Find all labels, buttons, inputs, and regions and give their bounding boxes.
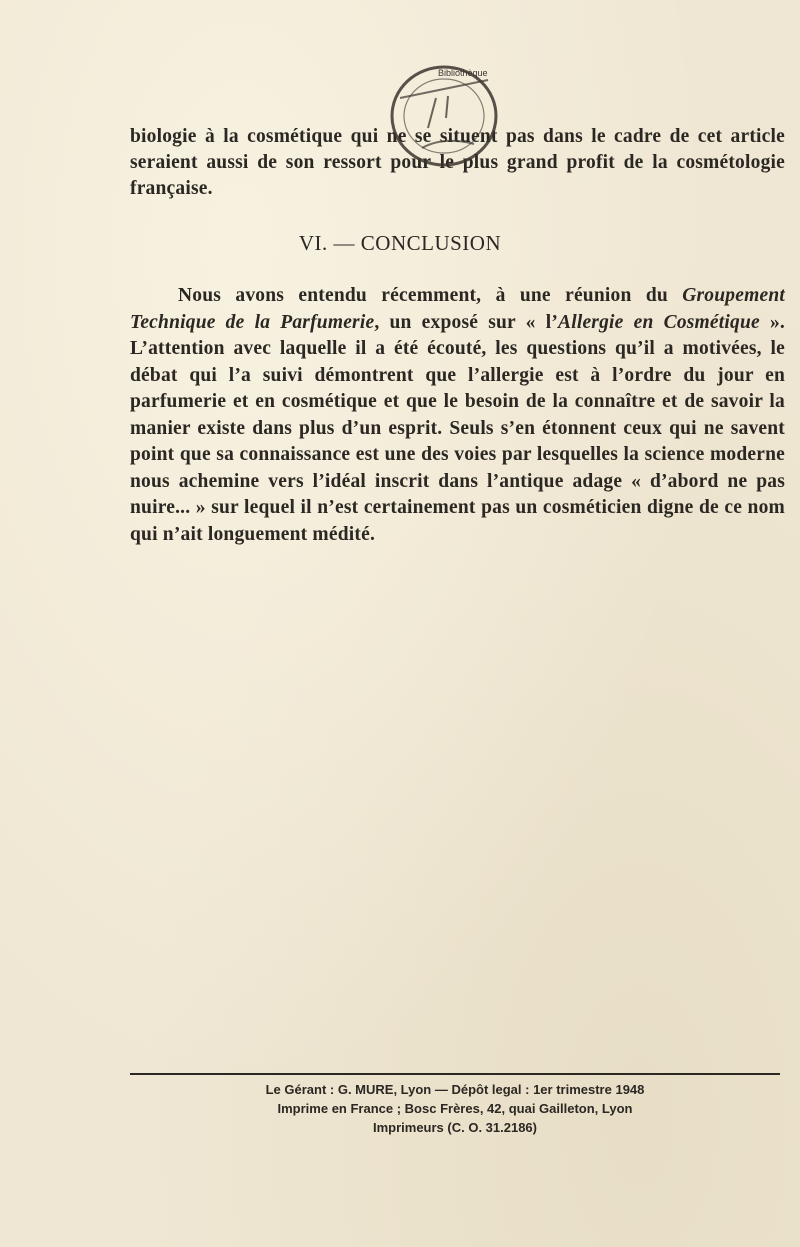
footer-line-1: Le Gérant : G. MURE, Lyon — Dépôt legal : 1er trimestre 1948 — [265, 1082, 645, 1097]
paragraph-text-3: ». L’attention avec laquelle il a été écouté, les questions qu’il a motivées, le débat qui l’a suivi démontrent que l’allergie est à l’ordre du jour en parfumerie et en cosmétique et que le besoin de la connaître et de savoir la manier existe dans plus d’un esprit. Seuls s’en étonnent ceux qui ne savent point que sa connaissance est une des voies par lesquelles la science moderne nous achemine vers l’idéal inscrit dans l’antique adage « d’abord ne pas nuire... » sur lequel il n’est certainement pas un cosméticien digne de ce nom qui n’ait longuement médité. — [130, 311, 785, 545]
paragraph-text-1: Nous avons entendu récemment, à une réunion du — [178, 285, 683, 306]
paragraph-text-2: , un exposé sur « l’ — [374, 311, 559, 333]
imprint-footer — [130, 1080, 780, 1137]
library-stamp — [378, 58, 508, 178]
section-heading: VI. — CONCLUSION — [298, 231, 502, 255]
conclusion-paragraph — [130, 283, 785, 548]
intro-text: biologie à la cosmétique qui ne se situent pas dans le cadre de cet article seraient aussi de son ressort pour le plus grand profit de la cosmétologie française. — [130, 126, 785, 199]
paragraph-emphasis-1: Groupement Technique de la Parfumerie — [130, 285, 785, 333]
paragraph-emphasis-2: Allergie en Cosmétique — [558, 311, 760, 333]
stamp-label: Bibliothèque — [438, 68, 488, 78]
footer-divider — [130, 1073, 780, 1075]
footer-line-3: Imprimeurs (C. O. 31.2186) — [372, 1120, 537, 1135]
footer-line-2: Imprime en France ; Bosc Frères, 42, quai Gailleton, Lyon — [277, 1101, 633, 1116]
